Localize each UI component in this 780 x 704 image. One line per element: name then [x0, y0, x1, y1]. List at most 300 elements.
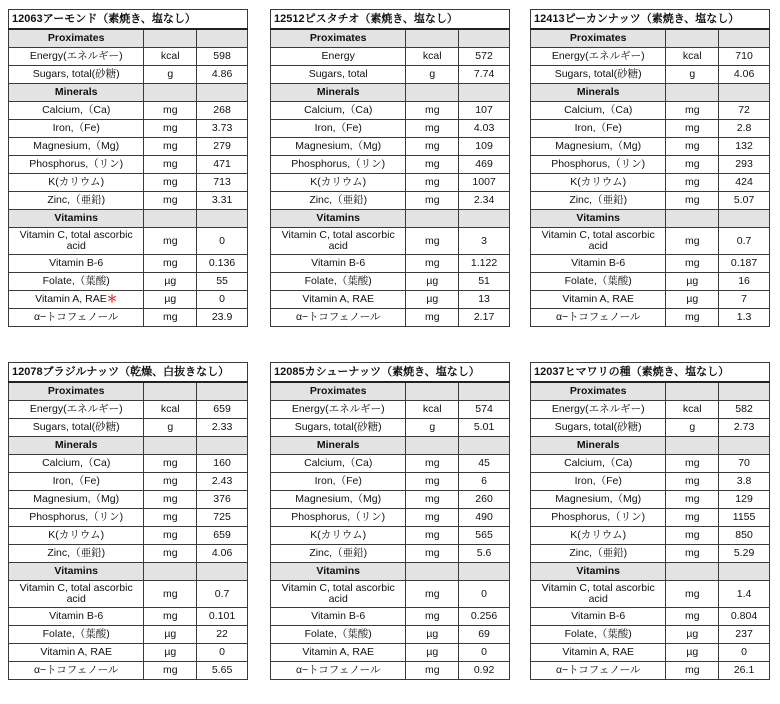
section-header-row: [531, 210, 770, 228]
section-header-row: [9, 437, 248, 455]
nutrient-row: [271, 228, 510, 255]
nutrient-value: 1007: [459, 174, 510, 192]
nutrient-value: 2.8: [719, 120, 770, 138]
nutrient-name-cell: [271, 228, 406, 255]
nutrient-name: K(カリウム): [48, 176, 105, 188]
nutrient-name-cell: [271, 192, 406, 210]
nutrient-name: Calcium,（Ca): [304, 104, 373, 116]
nutrient-row: [531, 419, 770, 437]
nutrient-name: Iron,（Fe): [314, 475, 362, 487]
nutrient-name-cell: [271, 608, 406, 626]
nutrient-name: Phosphorus,（リン): [551, 158, 646, 170]
nutrient-row: [271, 419, 510, 437]
nutrient-name: Vitamin C, total ascorbic acid: [19, 582, 133, 605]
nutrient-name-cell: [271, 66, 406, 84]
nutrient-name: Magnesium,（Mg): [555, 493, 642, 505]
nutrient-value: 0: [197, 644, 248, 662]
nutrient-name-cell: [531, 626, 666, 644]
nutrient-unit: mg: [666, 192, 719, 210]
nutrient-row: [531, 455, 770, 473]
nutrient-name: α−トコフェノール: [295, 311, 381, 323]
nutrient-row: [531, 174, 770, 192]
section-header-row: [9, 563, 248, 581]
nutrient-name-cell: [531, 581, 666, 608]
nutrient-name: Iron,（Fe): [574, 122, 622, 134]
nutrient-row: [531, 644, 770, 662]
nutrient-unit: mg: [406, 509, 459, 527]
nutrient-name-cell: [9, 527, 144, 545]
nutrient-value: 0.101: [197, 608, 248, 626]
nutrient-unit: mg: [406, 662, 459, 680]
nutrient-name: Vitamin B-6: [571, 610, 626, 622]
nutrient-unit: g: [666, 66, 719, 84]
section-empty-cell: [197, 382, 248, 401]
nutrient-name-cell: [9, 291, 144, 309]
nutrient-name: Calcium,（Ca): [564, 457, 633, 469]
nutrient-row: [271, 102, 510, 120]
nutrient-value: 55: [197, 273, 248, 291]
nutrient-name-cell: [9, 581, 144, 608]
nutrient-name-cell: [531, 120, 666, 138]
nutrient-value: 3.73: [197, 120, 248, 138]
nutrient-unit: mg: [144, 156, 197, 174]
nutrient-row: [9, 192, 248, 210]
nutrient-value: 5.6: [459, 545, 510, 563]
nutrient-value: 2.17: [459, 309, 510, 327]
nutrient-value: 850: [719, 527, 770, 545]
nutrition-table: [270, 362, 510, 680]
nutrient-value: 0: [197, 228, 248, 255]
section-empty-cell: [406, 382, 459, 401]
nutrient-value: 710: [719, 48, 770, 66]
nutrient-name-cell: [271, 401, 406, 419]
nutrient-value: 4.03: [459, 120, 510, 138]
nutrient-row: [531, 66, 770, 84]
nutrient-row: [9, 419, 248, 437]
nutrient-unit: mg: [144, 255, 197, 273]
nutrient-name: Energy(エネルギー): [29, 403, 123, 415]
nutrient-row: [9, 120, 248, 138]
nutrient-unit: mg: [406, 192, 459, 210]
nutrient-unit: mg: [666, 102, 719, 120]
section-empty-cell: [459, 29, 510, 48]
nutrient-row: [9, 644, 248, 662]
section-header-row: [531, 84, 770, 102]
nutrient-row: [531, 138, 770, 156]
nutrient-value: 4.86: [197, 66, 248, 84]
nutrient-row: [9, 255, 248, 273]
nutrient-row: [271, 491, 510, 509]
section-empty-cell: [459, 437, 510, 455]
nutrient-name-cell: [531, 156, 666, 174]
nutrient-name-cell: [9, 255, 144, 273]
nutrient-unit: g: [666, 419, 719, 437]
nutrient-unit: mg: [666, 581, 719, 608]
nutrient-name-cell: [9, 309, 144, 327]
section-empty-cell: [197, 84, 248, 102]
nutrient-value: 0.187: [719, 255, 770, 273]
nutrient-value: 725: [197, 509, 248, 527]
nutrient-unit: g: [406, 66, 459, 84]
nutrient-name: Vitamin A, RAE: [35, 293, 107, 305]
nutrient-row: [271, 473, 510, 491]
nutrient-name-cell: [531, 527, 666, 545]
section-empty-cell: [666, 382, 719, 401]
section-label: Minerals: [9, 437, 144, 455]
nutrient-unit: mg: [666, 545, 719, 563]
nutrient-unit: kcal: [406, 401, 459, 419]
nutrient-row: [531, 156, 770, 174]
nutrient-name: Iron,（Fe): [574, 475, 622, 487]
nutrient-row: [531, 192, 770, 210]
nutrition-table-panel: [8, 9, 248, 327]
nutrient-row: [9, 138, 248, 156]
nutrient-unit: mg: [144, 192, 197, 210]
nutrient-row: [9, 509, 248, 527]
nutrient-unit: mg: [406, 156, 459, 174]
section-empty-cell: [666, 563, 719, 581]
nutrient-name: Calcium,（Ca): [564, 104, 633, 116]
nutrient-name: Zinc,（亜鉛): [47, 547, 106, 559]
nutrient-name: Vitamin B-6: [49, 257, 104, 269]
nutrient-name: Vitamin A, RAE: [562, 646, 634, 658]
nutrient-unit: mg: [144, 545, 197, 563]
nutrient-name: Calcium,（Ca): [42, 457, 111, 469]
nutrient-name-cell: [9, 228, 144, 255]
nutrient-unit: mg: [666, 156, 719, 174]
nutrient-unit: g: [144, 66, 197, 84]
nutrient-value: 23.9: [197, 309, 248, 327]
table-title-row: [531, 363, 770, 383]
section-empty-cell: [459, 210, 510, 228]
nutrient-value: 2.73: [719, 419, 770, 437]
nutrient-name: Vitamin B-6: [571, 257, 626, 269]
section-empty-cell: [197, 437, 248, 455]
nutrient-unit: mg: [406, 455, 459, 473]
nutrient-row: [271, 48, 510, 66]
section-header-row: [271, 29, 510, 48]
nutrient-value: 5.07: [719, 192, 770, 210]
nutrient-value: 107: [459, 102, 510, 120]
nutrient-value: 4.06: [197, 545, 248, 563]
nutrient-name: Folate,（葉酸): [564, 275, 632, 287]
section-label: Minerals: [271, 437, 406, 455]
section-empty-cell: [719, 563, 770, 581]
nutrient-unit: mg: [406, 138, 459, 156]
nutrient-row: [271, 581, 510, 608]
nutrition-table: [530, 362, 770, 680]
nutrient-row: [9, 273, 248, 291]
nutrient-unit: mg: [144, 509, 197, 527]
section-label: Vitamins: [9, 210, 144, 228]
nutrient-name-cell: [9, 48, 144, 66]
nutrient-name: Vitamin B-6: [311, 257, 366, 269]
nutrient-unit: mg: [144, 581, 197, 608]
nutrient-name-cell: [531, 309, 666, 327]
nutrient-value: 69: [459, 626, 510, 644]
nutrient-name: Magnesium,（Mg): [555, 140, 642, 152]
nutrient-unit: mg: [666, 174, 719, 192]
nutrient-name-cell: [271, 662, 406, 680]
nutrient-name-cell: [271, 102, 406, 120]
section-empty-cell: [719, 382, 770, 401]
section-empty-cell: [666, 210, 719, 228]
nutrient-name: Zinc,（亜鉛): [47, 194, 106, 206]
nutrient-name-cell: [271, 527, 406, 545]
nutrient-value: 237: [719, 626, 770, 644]
nutrient-value: 469: [459, 156, 510, 174]
nutrient-name-cell: [271, 156, 406, 174]
nutrient-row: [531, 473, 770, 491]
section-header-row: [9, 84, 248, 102]
nutrient-name: Magnesium,（Mg): [33, 493, 120, 505]
nutrient-row: [531, 309, 770, 327]
nutrient-unit: mg: [406, 120, 459, 138]
nutrient-name-cell: [9, 662, 144, 680]
nutrient-value: 5.01: [459, 419, 510, 437]
nutrient-row: [531, 401, 770, 419]
nutrient-name-cell: [9, 455, 144, 473]
nutrient-unit: mg: [144, 455, 197, 473]
table-title-row: [9, 363, 248, 383]
nutrient-unit: mg: [144, 138, 197, 156]
nutrient-value: 5.29: [719, 545, 770, 563]
nutrient-name: Vitamin A, RAE: [40, 646, 112, 658]
nutrient-row: [9, 455, 248, 473]
nutrient-name: Phosphorus,（リン): [29, 511, 124, 523]
nutrient-name: Sugars, total(砂糖): [32, 421, 120, 433]
nutrient-row: [271, 174, 510, 192]
nutrient-unit: kcal: [666, 401, 719, 419]
nutrient-unit: µg: [144, 626, 197, 644]
nutrient-name: Vitamin C, total ascorbic acid: [19, 229, 133, 252]
nutrient-row: [9, 174, 248, 192]
section-empty-cell: [197, 210, 248, 228]
nutrient-name: Sugars, total(砂糖): [32, 68, 120, 80]
section-header-row: [271, 210, 510, 228]
nutrient-name-cell: [9, 120, 144, 138]
nutrient-row: [9, 662, 248, 680]
nutrient-unit: mg: [666, 309, 719, 327]
nutrient-unit: mg: [406, 309, 459, 327]
nutrient-row: [9, 626, 248, 644]
nutrient-name-cell: [531, 401, 666, 419]
nutrient-value: 51: [459, 273, 510, 291]
nutrition-table: [270, 9, 510, 327]
section-empty-cell: [666, 437, 719, 455]
nutrient-value: 3.31: [197, 192, 248, 210]
section-label: Vitamins: [9, 563, 144, 581]
section-empty-cell: [406, 437, 459, 455]
nutrient-name-cell: [9, 66, 144, 84]
nutrient-value: 490: [459, 509, 510, 527]
nutrient-unit: µg: [406, 291, 459, 309]
nutrient-unit: mg: [666, 120, 719, 138]
nutrient-name-cell: [271, 581, 406, 608]
nutrient-row: [271, 120, 510, 138]
nutrient-row: [271, 255, 510, 273]
nutrient-name-cell: [531, 291, 666, 309]
nutrition-table-panel: [270, 362, 510, 680]
nutrient-row: [531, 509, 770, 527]
nutrient-value: 0.256: [459, 608, 510, 626]
section-empty-cell: [459, 84, 510, 102]
nutrient-name-cell: [271, 419, 406, 437]
nutrient-name: Energy(エネルギー): [551, 50, 645, 62]
nutrient-value: 582: [719, 401, 770, 419]
nutrient-row: [9, 608, 248, 626]
nutrition-table-panel: [530, 362, 770, 680]
nutrient-name: Iron,（Fe): [314, 122, 362, 134]
section-empty-cell: [144, 563, 197, 581]
nutrient-name: Energy(エネルギー): [29, 50, 123, 62]
nutrient-value: 0.7: [197, 581, 248, 608]
nutrient-name-cell: [9, 644, 144, 662]
nutrient-row: [271, 192, 510, 210]
nutrient-name-cell: [9, 273, 144, 291]
nutrient-row: [271, 626, 510, 644]
asterisk-mark: ＊: [106, 293, 118, 305]
nutrient-value: 3.8: [719, 473, 770, 491]
section-header-row: [531, 437, 770, 455]
nutrient-name: Sugars, total(砂糖): [554, 421, 642, 433]
nutrient-name-cell: [531, 273, 666, 291]
nutrient-row: [9, 156, 248, 174]
nutrient-row: [531, 228, 770, 255]
nutrient-name-cell: [531, 174, 666, 192]
nutrient-name: Zinc,（亜鉛): [309, 547, 368, 559]
nutrient-value: 45: [459, 455, 510, 473]
nutrient-name-cell: [531, 509, 666, 527]
nutrient-value: 376: [197, 491, 248, 509]
nutrient-name-cell: [271, 509, 406, 527]
nutrient-unit: mg: [406, 581, 459, 608]
nutrient-value: 109: [459, 138, 510, 156]
nutrient-name-cell: [271, 545, 406, 563]
nutrient-name: K(カリウム): [48, 529, 105, 541]
nutrient-name: Vitamin B-6: [49, 610, 104, 622]
table-title-row: [271, 10, 510, 30]
nutrient-name: Sugars, total(砂糖): [554, 68, 642, 80]
section-label: Proximates: [271, 29, 406, 48]
nutrient-unit: g: [406, 419, 459, 437]
section-label: Minerals: [271, 84, 406, 102]
nutrient-row: [531, 102, 770, 120]
nutrient-value: 70: [719, 455, 770, 473]
nutrient-value: 471: [197, 156, 248, 174]
nutrient-name: Zinc,（亜鉛): [569, 194, 628, 206]
nutrient-name-cell: [271, 644, 406, 662]
nutrient-value: 0.92: [459, 662, 510, 680]
nutrient-name: Energy(エネルギー): [551, 403, 645, 415]
nutrient-name-cell: [271, 174, 406, 192]
nutrient-value: 0: [459, 644, 510, 662]
nutrient-value: 0.136: [197, 255, 248, 273]
nutrient-unit: mg: [406, 255, 459, 273]
nutrient-unit: mg: [144, 228, 197, 255]
nutrient-value: 7.74: [459, 66, 510, 84]
nutrient-unit: mg: [666, 138, 719, 156]
nutrient-value: 659: [197, 401, 248, 419]
nutrient-value: 160: [197, 455, 248, 473]
nutrient-name: Phosphorus,（リン): [29, 158, 124, 170]
nutrient-name: Energy(エネルギー): [291, 403, 385, 415]
nutrition-table-panel: [8, 362, 248, 680]
nutrient-unit: mg: [144, 174, 197, 192]
nutrient-unit: mg: [144, 608, 197, 626]
nutrient-value: 0: [719, 644, 770, 662]
section-empty-cell: [406, 29, 459, 48]
nutrient-name-cell: [271, 138, 406, 156]
nutrient-unit: mg: [666, 509, 719, 527]
nutrient-name: Iron,（Fe): [52, 475, 100, 487]
nutrient-name-cell: [9, 192, 144, 210]
nutrient-row: [531, 491, 770, 509]
nutrient-name-cell: [9, 473, 144, 491]
nutrient-value: 0.7: [719, 228, 770, 255]
section-header-row: [531, 563, 770, 581]
nutrient-value: 26.1: [719, 662, 770, 680]
nutrient-row: [531, 608, 770, 626]
nutrient-row: [271, 66, 510, 84]
nutrient-value: 279: [197, 138, 248, 156]
nutrient-value: 4.06: [719, 66, 770, 84]
section-header-row: [271, 382, 510, 401]
nutrient-name-cell: [271, 120, 406, 138]
food-title: 12413ピーカンナッツ（素焼き、塩なし）: [531, 10, 770, 30]
nutrient-row: [531, 626, 770, 644]
nutrient-value: 713: [197, 174, 248, 192]
nutrient-name: K(カリウム): [310, 529, 367, 541]
nutrient-unit: µg: [144, 291, 197, 309]
nutrient-name: Sugars, total(砂糖): [294, 421, 382, 433]
nutrient-value: 293: [719, 156, 770, 174]
food-title: 12063アーモンド（素焼き、塩なし）: [9, 10, 248, 30]
section-empty-cell: [406, 210, 459, 228]
nutrient-value: 5.65: [197, 662, 248, 680]
nutrient-row: [531, 48, 770, 66]
nutrient-row: [9, 102, 248, 120]
nutrient-unit: mg: [144, 120, 197, 138]
nutrient-name-cell: [9, 401, 144, 419]
nutrient-value: 572: [459, 48, 510, 66]
nutrient-row: [271, 455, 510, 473]
nutrient-name: Sugars, total: [308, 68, 368, 80]
nutrient-name-cell: [9, 608, 144, 626]
nutrition-table: [8, 362, 248, 680]
section-empty-cell: [666, 29, 719, 48]
nutrient-value: 13: [459, 291, 510, 309]
nutrient-row: [531, 120, 770, 138]
nutrient-value: 132: [719, 138, 770, 156]
nutrient-row: [271, 291, 510, 309]
nutrient-unit: mg: [666, 228, 719, 255]
nutrient-row: [271, 527, 510, 545]
nutrient-unit: mg: [144, 309, 197, 327]
nutrient-unit: µg: [406, 626, 459, 644]
nutrient-row: [9, 66, 248, 84]
nutrient-row: [271, 509, 510, 527]
nutrient-row: [9, 581, 248, 608]
nutrient-value: 2.33: [197, 419, 248, 437]
section-label: Vitamins: [531, 563, 666, 581]
section-header-row: [9, 382, 248, 401]
table-title-row: [531, 10, 770, 30]
nutrient-unit: kcal: [144, 401, 197, 419]
nutrient-value: 3: [459, 228, 510, 255]
nutrient-unit: g: [144, 419, 197, 437]
nutrient-unit: µg: [666, 644, 719, 662]
